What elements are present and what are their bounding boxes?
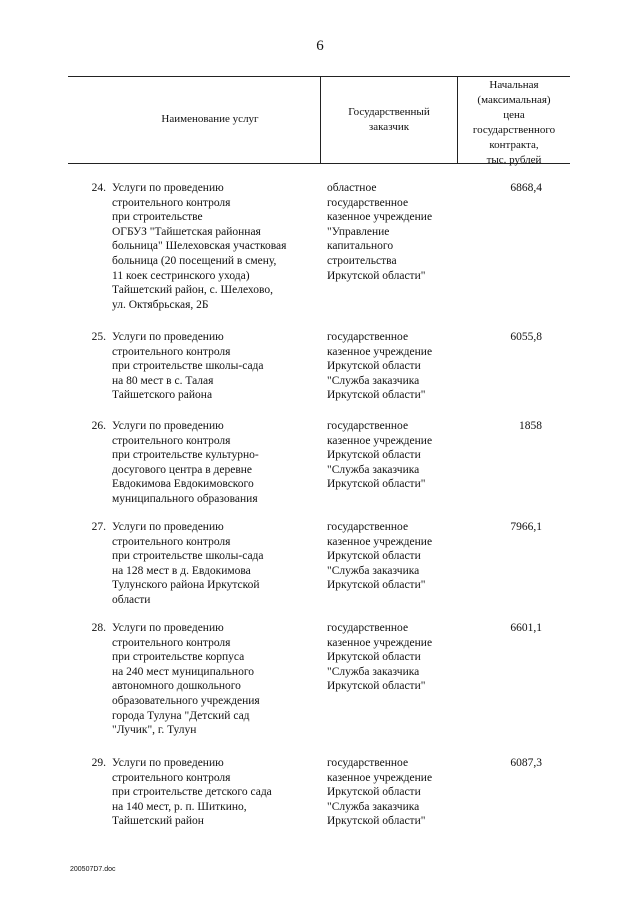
column-divider-1 [320, 76, 321, 163]
row-customer: государственное казенное учреждение Иркутской области "Служба заказчика Иркутской области" [327, 622, 433, 693]
row-customer: государственное казенное учреждение Иркутской области "Служба заказчика Иркутской области" [327, 521, 433, 592]
row-customer: областное государственное казенное учреждение "Управление капитального строительства Иркутской области" [327, 182, 433, 282]
row-number: 26. [91, 420, 106, 432]
header-price: Начальная (максимальная) цена государственного контракта, тыс. рублей [472, 79, 556, 166]
row-price: 6868,4 [510, 182, 542, 194]
row-number: 28. [91, 622, 106, 634]
row-customer: государственное казенное учреждение Иркутской области "Служба заказчика Иркутской области" [327, 757, 433, 828]
column-divider-2 [457, 76, 458, 163]
page-number: 6 [316, 38, 324, 54]
row-number: 25. [91, 331, 106, 343]
row-price: 1858 [519, 420, 542, 432]
header-service: Наименование услуг [161, 113, 259, 125]
row-service: Услуги по проведению строительного контроля при строительстве культурно- досугового центра в деревне Евдокимова Евдокимовского муниципального образования [112, 420, 259, 505]
row-service: Услуги по проведению строительного контроля при строительстве школы-сада на 128 мест в д. Евдокимова Тулунского района Иркутской области [112, 521, 264, 606]
table-top-rule [68, 76, 570, 77]
row-number: 27. [91, 521, 106, 533]
row-price: 6087,3 [510, 757, 542, 769]
row-number: 24. [91, 182, 106, 194]
row-customer: государственное казенное учреждение Иркутской области "Служба заказчика Иркутской области" [327, 420, 433, 491]
row-service: Услуги по проведению строительного контроля при строительстве ОГБУЗ "Тайшетская районная больница" Шелеховская участковая больница (20 посещений в смену, 11 коек сестринского ухода) Тайшетский район, с. Шелехово, ул. Октябрьская, 2Б [112, 182, 287, 311]
row-price: 6601,1 [510, 622, 542, 634]
header-customer: Государственный заказчик [348, 106, 430, 133]
row-price: 7966,1 [510, 521, 542, 533]
row-service: Услуги по проведению строительного контроля при строительстве детского сада на 140 мест, р. п. Шиткино, Тайшетский район [112, 757, 272, 828]
row-price: 6055,8 [510, 331, 542, 343]
row-service: Услуги по проведению строительного контроля при строительстве школы-сада на 80 мест в с. Талая Тайшетского района [112, 331, 264, 402]
row-number: 29. [91, 757, 106, 769]
row-customer: государственное казенное учреждение Иркутской области "Служба заказчика Иркутской области" [327, 331, 433, 402]
row-service: Услуги по проведению строительного контроля при строительстве корпуса на 240 мест муниципального автономного дошкольного образовательного учреждения города Тулуна "Детский сад "Лучик", г. Тулун [112, 622, 260, 737]
document-filename: 200507D7.doc [70, 866, 116, 873]
